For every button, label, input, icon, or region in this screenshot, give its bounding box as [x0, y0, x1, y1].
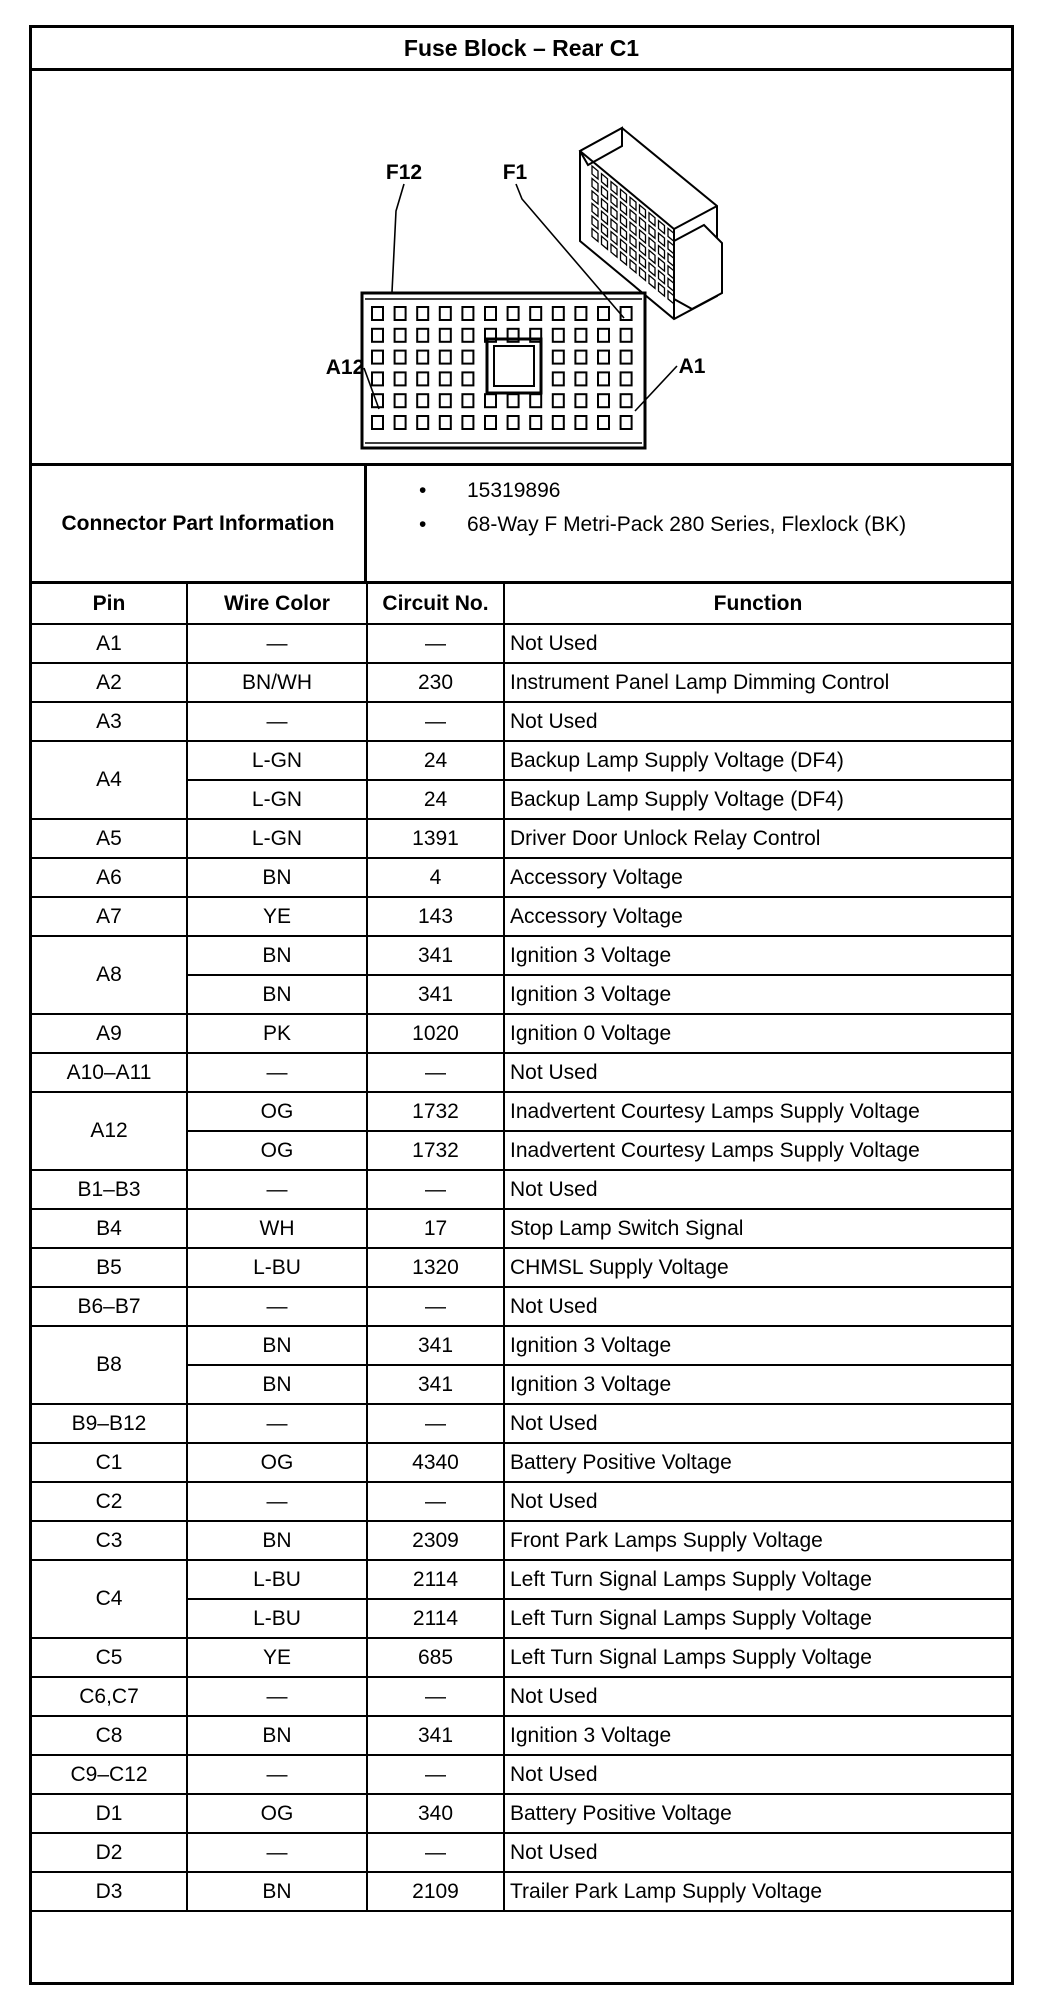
pin-cell: B1–B3 — [32, 1170, 187, 1209]
circuit-cell: — — [367, 624, 504, 663]
pin-cell: A4 — [32, 741, 187, 819]
pin-cell: C3 — [32, 1521, 187, 1560]
wire-color-cell: — — [187, 1053, 367, 1092]
table-row — [32, 1794, 1011, 1833]
function-cell: Inadvertent Courtesy Lamps Supply Voltage — [504, 1092, 1011, 1131]
table-row — [32, 858, 1011, 897]
wire-color-cell: BN — [187, 936, 367, 975]
pin-cell: B5 — [32, 1248, 187, 1287]
function-cell: Not Used — [504, 624, 1011, 663]
table-row — [32, 1209, 1011, 1248]
wire-color-cell: — — [187, 624, 367, 663]
label-a1: A1 — [678, 355, 706, 378]
pin-cell: D2 — [32, 1833, 187, 1872]
function-cell: Not Used — [504, 1287, 1011, 1326]
table-row — [32, 1833, 1011, 1872]
pin-cell: B4 — [32, 1209, 187, 1248]
circuit-cell: 1320 — [367, 1248, 504, 1287]
pin-cell: D3 — [32, 1872, 187, 1911]
label-f1: F1 — [502, 161, 528, 184]
circuit-cell: 2114 — [367, 1599, 504, 1638]
circuit-cell: 2309 — [367, 1521, 504, 1560]
table-row — [32, 1014, 1011, 1053]
part-number: • 15319896 — [367, 474, 906, 508]
connector-description: • 68-Way F Metri-Pack 280 Series, Flexlock (BK) — [367, 508, 906, 542]
wire-color-cell: L-BU — [187, 1248, 367, 1287]
circuit-cell: 341 — [367, 975, 504, 1014]
pin-cell: D1 — [32, 1794, 187, 1833]
table-row — [32, 1326, 1011, 1365]
wire-color-cell: BN/WH — [187, 663, 367, 702]
table-row — [32, 1053, 1011, 1092]
pin-cell: A9 — [32, 1014, 187, 1053]
function-cell: Not Used — [504, 1404, 1011, 1443]
page-title: Fuse Block – Rear C1 — [32, 28, 1011, 71]
function-cell: Ignition 0 Voltage — [504, 1014, 1011, 1053]
table-row — [32, 1521, 1011, 1560]
table-row — [32, 663, 1011, 702]
function-cell: Left Turn Signal Lamps Supply Voltage — [504, 1560, 1011, 1599]
wire-color-cell: BN — [187, 1716, 367, 1755]
wire-color-cell: BN — [187, 1365, 367, 1404]
circuit-cell: — — [367, 1287, 504, 1326]
wire-color-cell: — — [187, 1833, 367, 1872]
table-row — [32, 1560, 1011, 1599]
function-cell: Backup Lamp Supply Voltage (DF4) — [504, 741, 1011, 780]
wire-color-cell: PK — [187, 1014, 367, 1053]
circuit-cell: — — [367, 1404, 504, 1443]
pin-cell: C6,C7 — [32, 1677, 187, 1716]
wire-color-cell: OG — [187, 1794, 367, 1833]
function-cell: Front Park Lamps Supply Voltage — [504, 1521, 1011, 1560]
circuit-cell: 4340 — [367, 1443, 504, 1482]
function-cell: Trailer Park Lamp Supply Voltage — [504, 1872, 1011, 1911]
circuit-cell: — — [367, 1755, 504, 1794]
function-cell: Ignition 3 Voltage — [504, 1716, 1011, 1755]
pin-cell: C8 — [32, 1716, 187, 1755]
wire-color-cell: OG — [187, 1092, 367, 1131]
pinout-table — [32, 584, 1011, 1912]
circuit-cell: 24 — [367, 780, 504, 819]
wire-color-cell: — — [187, 1677, 367, 1716]
table-row — [32, 1677, 1011, 1716]
circuit-cell: 685 — [367, 1638, 504, 1677]
circuit-cell: 341 — [367, 1716, 504, 1755]
circuit-cell: 1020 — [367, 1014, 504, 1053]
circuit-cell: 2109 — [367, 1872, 504, 1911]
pin-cell: A10–A11 — [32, 1053, 187, 1092]
pin-cell: C5 — [32, 1638, 187, 1677]
header-circuit-no: Circuit No. — [367, 584, 504, 624]
pin-cell: A5 — [32, 819, 187, 858]
function-cell: Ignition 3 Voltage — [504, 1365, 1011, 1404]
circuit-cell: — — [367, 1053, 504, 1092]
wire-color-cell: YE — [187, 897, 367, 936]
table-row — [32, 1872, 1011, 1911]
table-row — [32, 1287, 1011, 1326]
function-cell: Not Used — [504, 1755, 1011, 1794]
table-row — [32, 936, 1011, 975]
circuit-cell: 341 — [367, 936, 504, 975]
pin-cell: B8 — [32, 1326, 187, 1404]
header-pin: Pin — [32, 584, 187, 624]
function-cell: Not Used — [504, 702, 1011, 741]
circuit-cell: 1391 — [367, 819, 504, 858]
circuit-cell: 230 — [367, 663, 504, 702]
connector-part-information — [32, 466, 1011, 584]
table-row — [32, 1638, 1011, 1677]
circuit-cell: 1732 — [367, 1131, 504, 1170]
function-cell: Not Used — [504, 1053, 1011, 1092]
table-row — [32, 1170, 1011, 1209]
circuit-cell: 341 — [367, 1365, 504, 1404]
table-row — [32, 1482, 1011, 1521]
function-cell: Not Used — [504, 1482, 1011, 1521]
wire-color-cell: L-GN — [187, 780, 367, 819]
function-cell: Left Turn Signal Lamps Supply Voltage — [504, 1599, 1011, 1638]
pin-cell: A8 — [32, 936, 187, 1014]
wire-color-cell: BN — [187, 1326, 367, 1365]
part-info-label: Connector Part Information — [32, 466, 367, 581]
circuit-cell: 24 — [367, 741, 504, 780]
pinout-table-body — [32, 624, 1011, 1911]
function-cell: Backup Lamp Supply Voltage (DF4) — [504, 780, 1011, 819]
function-cell: Battery Positive Voltage — [504, 1443, 1011, 1482]
header-wire-color: Wire Color — [187, 584, 367, 624]
pin-cell: A12 — [32, 1092, 187, 1170]
wire-color-cell: L-GN — [187, 741, 367, 780]
table-row — [32, 624, 1011, 663]
wire-color-cell: — — [187, 702, 367, 741]
wire-color-cell: L-GN — [187, 819, 367, 858]
pin-cell: A3 — [32, 702, 187, 741]
wire-color-cell: — — [187, 1404, 367, 1443]
wire-color-cell: — — [187, 1287, 367, 1326]
wire-color-cell: — — [187, 1755, 367, 1794]
connector-diagram — [32, 71, 1011, 466]
pin-cell: A7 — [32, 897, 187, 936]
wire-color-cell: L-BU — [187, 1560, 367, 1599]
wire-color-cell: BN — [187, 1872, 367, 1911]
table-row — [32, 741, 1011, 780]
circuit-cell: 4 — [367, 858, 504, 897]
circuit-cell: 340 — [367, 1794, 504, 1833]
circuit-cell: 143 — [367, 897, 504, 936]
function-cell: Ignition 3 Voltage — [504, 1326, 1011, 1365]
pin-cell: C4 — [32, 1560, 187, 1638]
function-cell: Stop Lamp Switch Signal — [504, 1209, 1011, 1248]
header-function: Function — [504, 584, 1011, 624]
part-info-list — [367, 474, 906, 542]
table-row — [32, 1443, 1011, 1482]
function-cell: Accessory Voltage — [504, 858, 1011, 897]
wire-color-cell: BN — [187, 858, 367, 897]
wire-color-cell: OG — [187, 1131, 367, 1170]
pin-cell: C2 — [32, 1482, 187, 1521]
circuit-cell: — — [367, 1170, 504, 1209]
table-row — [32, 1248, 1011, 1287]
pin-cell: C1 — [32, 1443, 187, 1482]
circuit-cell: 17 — [367, 1209, 504, 1248]
label-a12: A12 — [325, 356, 365, 379]
table-row — [32, 1404, 1011, 1443]
function-cell: Ignition 3 Voltage — [504, 936, 1011, 975]
table-row — [32, 702, 1011, 741]
function-cell: Not Used — [504, 1833, 1011, 1872]
function-cell: Battery Positive Voltage — [504, 1794, 1011, 1833]
circuit-cell: 1732 — [367, 1092, 504, 1131]
function-cell: CHMSL Supply Voltage — [504, 1248, 1011, 1287]
wire-color-cell: — — [187, 1170, 367, 1209]
table-row — [32, 1092, 1011, 1131]
function-cell: Left Turn Signal Lamps Supply Voltage — [504, 1638, 1011, 1677]
wire-color-cell: L-BU — [187, 1599, 367, 1638]
wire-color-cell: OG — [187, 1443, 367, 1482]
circuit-cell: 2114 — [367, 1560, 504, 1599]
pin-cell: A1 — [32, 624, 187, 663]
function-cell: Accessory Voltage — [504, 897, 1011, 936]
pin-cell: C9–C12 — [32, 1755, 187, 1794]
label-f12: F12 — [385, 161, 423, 184]
pin-cell: B9–B12 — [32, 1404, 187, 1443]
pin-cell: B6–B7 — [32, 1287, 187, 1326]
wire-color-cell: WH — [187, 1209, 367, 1248]
table-row — [32, 897, 1011, 936]
table-row — [32, 1755, 1011, 1794]
function-cell: Not Used — [504, 1677, 1011, 1716]
pin-cell: A6 — [32, 858, 187, 897]
function-cell: Not Used — [504, 1170, 1011, 1209]
table-row — [32, 819, 1011, 858]
function-cell: Inadvertent Courtesy Lamps Supply Voltage — [504, 1131, 1011, 1170]
function-cell: Driver Door Unlock Relay Control — [504, 819, 1011, 858]
circuit-cell: — — [367, 1833, 504, 1872]
wire-color-cell: BN — [187, 1521, 367, 1560]
connector-sheet — [29, 25, 1014, 1985]
circuit-cell: — — [367, 1677, 504, 1716]
wire-color-cell: YE — [187, 1638, 367, 1677]
function-cell: Ignition 3 Voltage — [504, 975, 1011, 1014]
circuit-cell: — — [367, 702, 504, 741]
wire-color-cell: BN — [187, 975, 367, 1014]
wire-color-cell: — — [187, 1482, 367, 1521]
table-row — [32, 1716, 1011, 1755]
circuit-cell: — — [367, 1482, 504, 1521]
connector-face-drawing — [32, 71, 1011, 466]
circuit-cell: 341 — [367, 1326, 504, 1365]
table-header-row — [32, 584, 1011, 624]
pin-cell: A2 — [32, 663, 187, 702]
function-cell: Instrument Panel Lamp Dimming Control — [504, 663, 1011, 702]
